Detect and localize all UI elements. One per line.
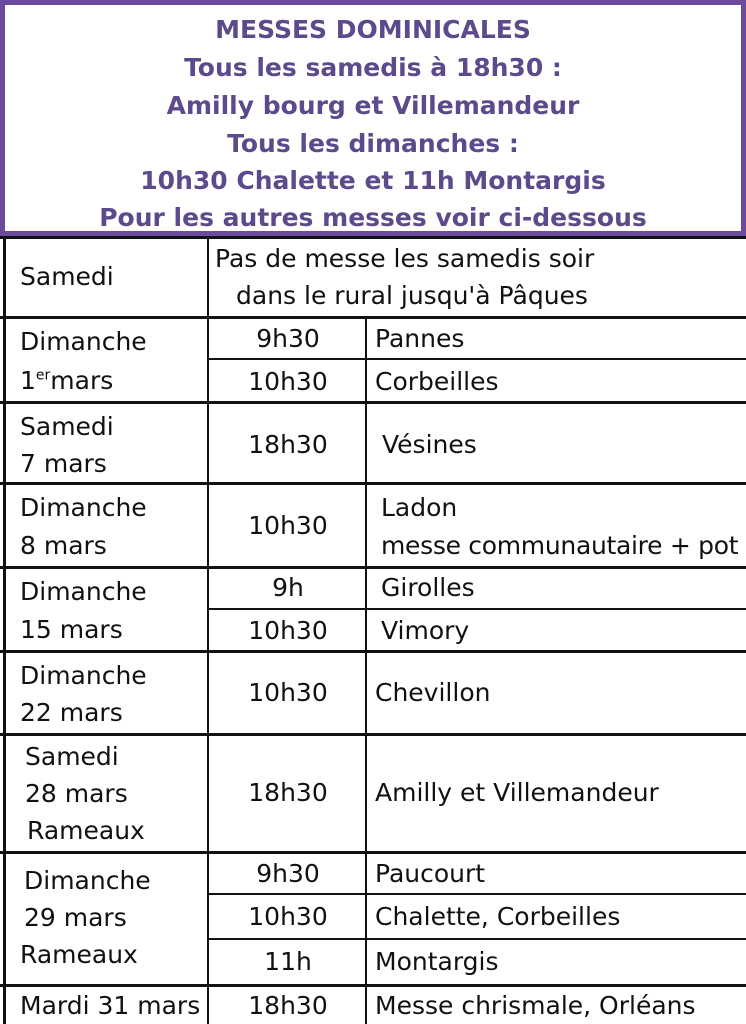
row-5-day: Dimanche: [20, 661, 147, 690]
row-divider: [0, 482, 746, 485]
row-1-place-1: Pannes: [375, 324, 465, 353]
row-4-day: Dimanche: [20, 577, 147, 606]
row-4-date: 15 mars: [20, 615, 123, 644]
row-5-time: 10h30: [248, 678, 328, 707]
row-7-time-1: 9h30: [256, 859, 320, 888]
row-7-feast: Rameaux: [20, 940, 138, 969]
row-divider: [0, 733, 746, 736]
row-7-place-3: Montargis: [375, 947, 499, 976]
row-1-day: Dimanche: [20, 327, 147, 356]
row-divider: [0, 650, 746, 653]
row-samedi-note-line1: Pas de messe les samedis soir: [215, 244, 595, 273]
row-2-place: Vésines: [382, 430, 477, 459]
row-3-place-note: messe communautaire + pot: [381, 531, 739, 560]
row-8-time: 18h30: [248, 991, 328, 1020]
row-1-time-1: 9h30: [256, 324, 320, 353]
row-divider: [0, 236, 746, 239]
row-5-date: 22 mars: [20, 698, 123, 727]
row-4-time-2: 10h30: [248, 616, 328, 645]
row-2-time: 18h30: [248, 430, 328, 459]
row-7-day: Dimanche: [24, 866, 151, 895]
row-7-place-1: Paucourt: [375, 859, 486, 888]
row-6-feast: Rameaux: [27, 816, 145, 845]
row-5-place: Chevillon: [375, 678, 491, 707]
row-1-date: 1ermars: [20, 366, 114, 395]
row-3-place: Ladon: [381, 493, 458, 522]
row-3-date: 8 mars: [20, 531, 107, 560]
sub-row-divider: [208, 938, 746, 940]
row-4-place-2: Vimory: [381, 616, 470, 645]
row-6-day: Samedi: [25, 742, 119, 771]
row-7-place-2: Chalette, Corbeilles: [375, 902, 621, 931]
row-samedi-day: Samedi: [20, 262, 114, 291]
row-6-place: Amilly et Villemandeur: [375, 778, 659, 807]
sub-row-divider: [208, 608, 746, 610]
sub-row-divider: [208, 893, 746, 895]
row-samedi-note-line2: dans le rural jusqu'à Pâques: [236, 281, 588, 310]
row-7-date: 29 mars: [24, 903, 127, 932]
row-divider: [0, 851, 746, 854]
header-other-masses: Pour les autres messes voir ci-dessous: [99, 203, 647, 232]
sub-row-divider: [208, 358, 746, 360]
table-left-border: [3, 236, 6, 1024]
header-saturday-line: Tous les samedis à 18h30 :: [184, 53, 562, 82]
row-divider: [0, 316, 746, 319]
row-3-day: Dimanche: [20, 493, 147, 522]
row-3-time: 10h30: [248, 511, 328, 540]
row-2-day: Samedi: [20, 412, 114, 441]
row-divider: [0, 566, 746, 569]
header-saturday-places: Amilly bourg et Villemandeur: [166, 91, 580, 120]
row-1-place-2: Corbeilles: [375, 367, 499, 396]
row-4-time-1: 9h: [272, 573, 304, 602]
row-2-date: 7 mars: [20, 449, 107, 478]
row-7-time-2: 10h30: [248, 902, 328, 931]
header-title: MESSES DOMINICALES: [215, 15, 531, 44]
row-1-time-2: 10h30: [248, 367, 328, 396]
header-box: [0, 0, 746, 236]
row-4-place-1: Girolles: [381, 573, 475, 602]
column-divider-day: [207, 236, 209, 1024]
row-6-date: 28 mars: [25, 779, 128, 808]
row-6-time: 18h30: [248, 778, 328, 807]
header-sunday-line: Tous les dimanches :: [227, 129, 519, 158]
row-divider: [0, 401, 746, 404]
row-7-time-3: 11h: [264, 947, 312, 976]
header-sunday-places: 10h30 Chalette et 11h Montargis: [140, 166, 606, 195]
row-8-place: Messe chrismale, Orléans: [375, 991, 696, 1020]
row-8-day: Mardi 31 mars: [20, 991, 201, 1020]
